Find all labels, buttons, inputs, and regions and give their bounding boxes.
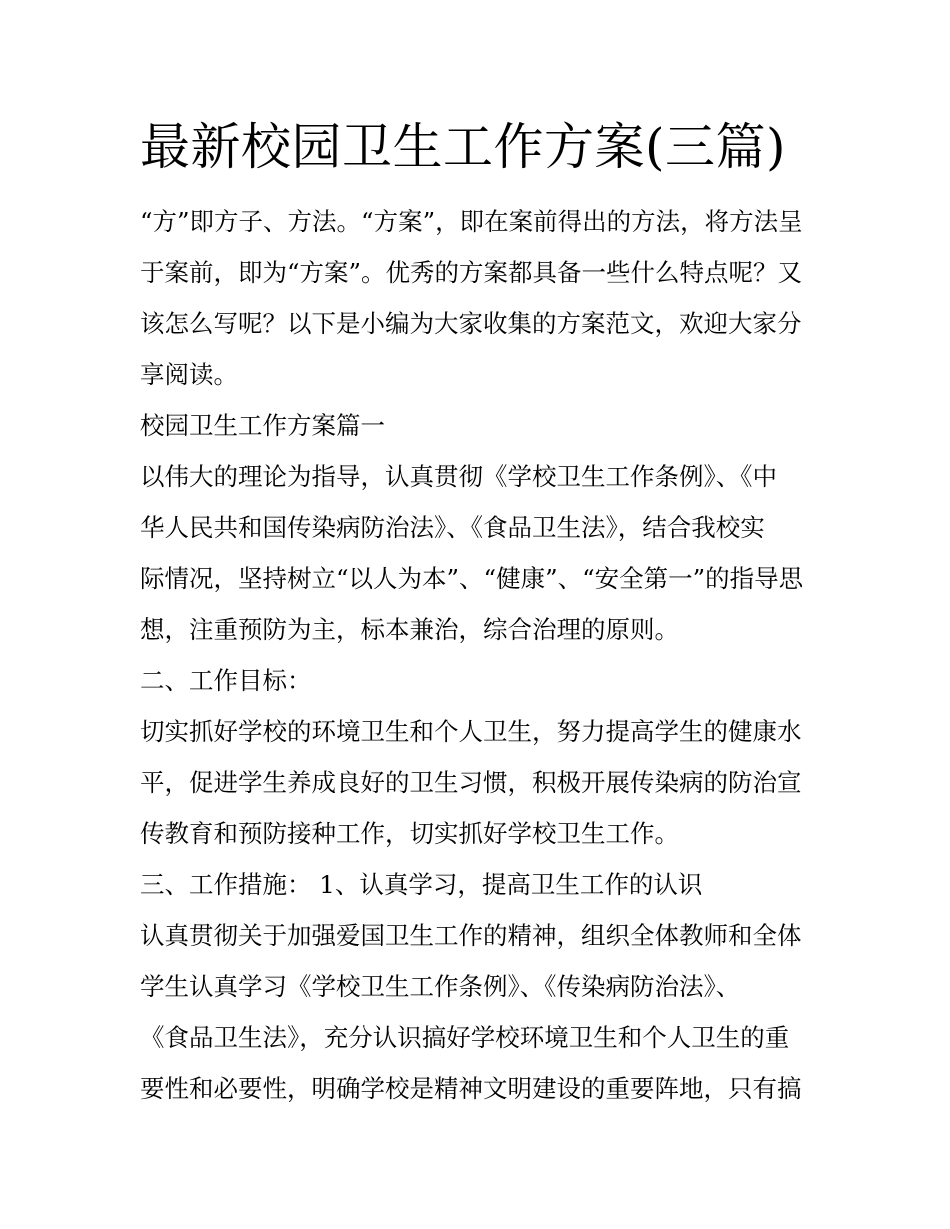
section-heading: 二、工作目标： [140,666,312,695]
paragraph-line: 于案前，即为“方案”。优秀的方案都具备一些什么特点呢？又 [140,258,803,287]
paragraph-line: 华人民共和国传染病防治法》、《食品卫生法》，结合我校实 [140,513,765,542]
paragraph-line: 《食品卫生法》，充分认识搞好学校环境卫生和个人卫生的重 [140,1023,790,1052]
paragraph-line: “方”即方子、方法。“方案”，即在案前得出的方法，将方法呈 [140,207,803,236]
document-title: 最新校园卫生工作方案(三篇) [140,118,787,176]
section-heading: 校园卫生工作方案篇一 [140,411,385,440]
paragraph-line: 享阅读。 [140,360,238,389]
paragraph-line: 学生认真学习《学校卫生工作条例》、《传染病防治法》、 [140,972,741,1001]
paragraph-line: 该怎么写呢？以下是小编为大家收集的方案范文，欢迎大家分 [140,309,802,338]
paragraph-line: 认真贯彻关于加强爱国卫生工作的精神，组织全体教师和全体 [140,921,802,950]
paragraph-line: 以伟大的理论为指导，认真贯彻《学校卫生工作条例》、《中 [140,462,777,491]
document-body [140,196,820,1114]
paragraph-line: 想，注重预防为主，标本兼治，综合治理的原则。 [140,615,679,644]
paragraph-line: 际情况，坚持树立“以人为本”、“健康”、“安全第一”的指导思 [140,564,804,593]
paragraph-line: 平，促进学生养成良好的卫生习惯，积极开展传染病的防治宣 [140,768,802,797]
paragraph-line: 切实抓好学校的环境卫生和个人卫生，努力提高学生的健康水 [140,717,802,746]
section-heading: 三、工作措施： 1、认真学习，提高卫生工作的认识 [140,870,703,899]
paragraph-line: 传教育和预防接种工作，切实抓好学校卫生工作。 [140,819,679,848]
paragraph-line: 要性和必要性，明确学校是精神文明建设的重要阵地，只有搞 [140,1074,802,1103]
